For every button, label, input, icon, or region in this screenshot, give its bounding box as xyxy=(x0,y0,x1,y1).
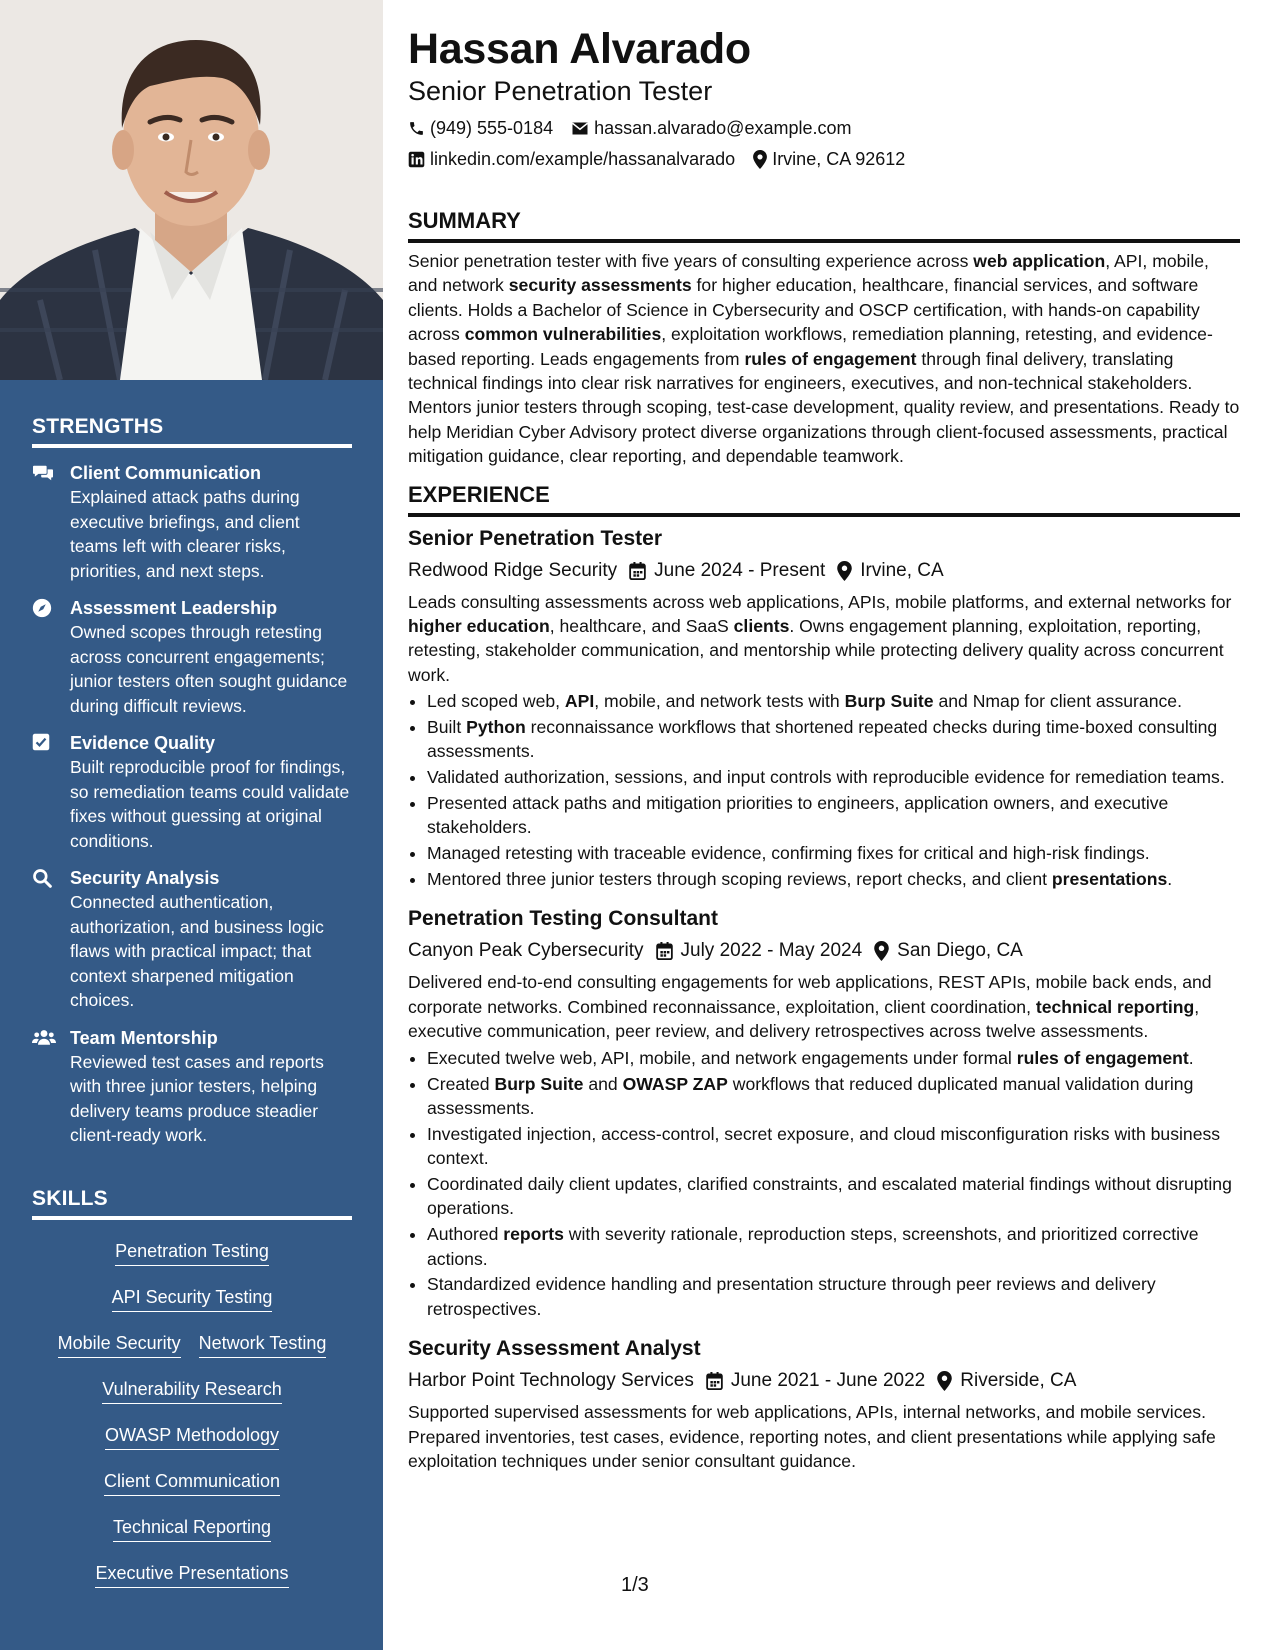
job-bullet: • Presented attack paths and mitigation priorities to engineers, application owners, and executive stakeholders. xyxy=(427,791,1240,840)
strength-item xyxy=(32,461,352,583)
skills-list xyxy=(32,1220,352,1588)
contact-row-2 xyxy=(408,147,1240,171)
skills-row xyxy=(32,1220,352,1266)
job-entry xyxy=(408,525,1240,892)
phone-icon xyxy=(408,120,425,137)
job-location xyxy=(837,558,943,584)
skills-row xyxy=(32,1312,352,1358)
email-contact[interactable] xyxy=(571,116,851,140)
skill-tag: Network Testing xyxy=(199,1331,327,1358)
skill-tag: Executive Presentations xyxy=(95,1561,288,1588)
summary-heading: SUMMARY xyxy=(408,207,1240,243)
skill-tag: Penetration Testing xyxy=(115,1239,269,1266)
candidate-name: Hassan Alvarado xyxy=(408,25,751,73)
job-location xyxy=(874,938,1023,964)
company-name: Redwood Ridge Security xyxy=(408,559,618,581)
strengths-section xyxy=(32,415,352,1148)
location-text: Irvine, CA 92612 xyxy=(772,149,906,169)
job-summary: Leads consulting assessments across web applications, APIs, mobile platforms, and external networks for higher education, healthcare, and SaaS clients. Owns engagement planning, exploitation, reporting, retesting, stakeholder communication, and mentorship while protecting delivery quality across concurrent work. xyxy=(408,591,1232,685)
strength-item xyxy=(32,866,352,1013)
job-summary: Supported supervised assessments for web applications, APIs, internal networks, and mobile services. Prepared inventories, test cases, evidence, reporting notes, and client presentations while applying safe exploitation techniques under senior consultant guidance. xyxy=(408,1402,1216,1471)
strength-title: Client Communication xyxy=(70,463,262,483)
emphasis-text: reports xyxy=(503,1224,564,1245)
job-title: Security Assessment Analyst xyxy=(408,1337,701,1361)
skills-row xyxy=(32,1542,352,1588)
contact-row-1 xyxy=(408,116,1240,140)
job-dates-text: June 2024 - Present xyxy=(654,559,826,581)
emphasis-text: clients xyxy=(733,616,790,637)
emphasis-text: higher education xyxy=(408,616,550,637)
main-content xyxy=(408,24,1240,1473)
emphasis-text: rules of engagement xyxy=(1016,1047,1189,1068)
job-dates-text: July 2022 - May 2024 xyxy=(680,940,863,962)
strength-title: Team Mentorship xyxy=(70,1027,218,1048)
location-contact xyxy=(753,147,905,171)
skill-tag: API Security Testing xyxy=(112,1285,273,1312)
emphasis-text: rules of engagement xyxy=(744,348,917,369)
emphasis-text: Python xyxy=(466,717,526,738)
skills-row xyxy=(32,1496,352,1542)
job-location-text: Irvine, CA xyxy=(860,559,944,581)
job-bullet: • Created Burp Suite and OWASP ZAP workflows that reduced duplicated manual validation during assessments. xyxy=(427,1072,1240,1121)
strength-item xyxy=(32,596,352,718)
job-bullet: • Validated authorization, sessions, and input controls with reproducible evidence for remediation teams. xyxy=(427,765,1240,789)
jobs-list xyxy=(408,525,1240,1474)
job-meta xyxy=(408,1368,1240,1394)
strength-description: Explained attack paths during executive briefings, and client teams left with clearer risks, priorities, and next steps. xyxy=(70,487,300,581)
skills-heading: SKILLS xyxy=(32,1187,352,1220)
skills-row xyxy=(32,1404,352,1450)
search-icon xyxy=(32,868,54,888)
emphasis-text: web application xyxy=(973,251,1106,271)
envelope-icon xyxy=(571,121,589,136)
sidebar xyxy=(0,0,383,1650)
comments-icon xyxy=(32,463,54,483)
job-meta xyxy=(408,558,1240,584)
job-entry xyxy=(408,905,1240,1321)
email-text[interactable]: hassan.alvarado@example.com xyxy=(594,118,852,138)
emphasis-text: security assessments xyxy=(508,275,692,296)
emphasis-text: technical reporting xyxy=(1035,996,1195,1017)
job-dates-text: June 2021 - June 2022 xyxy=(730,1370,926,1392)
job-dates xyxy=(629,558,825,584)
job-bullet: • Authored reports with severity rationale, reproduction steps, screenshots, and prioritized corrective actions. xyxy=(427,1222,1240,1271)
checkbox-icon xyxy=(32,733,54,753)
job-bullets xyxy=(408,1046,1240,1321)
strengths-heading: STRENGTHS xyxy=(32,415,352,448)
job-bullet: • Led scoped web, API, mobile, and network tests with Burp Suite and Nmap for client assurance. xyxy=(427,689,1240,713)
strength-title: Evidence Quality xyxy=(70,733,216,753)
skill-tag: OWASP Methodology xyxy=(105,1423,279,1450)
strength-title: Assessment Leadership xyxy=(70,598,278,618)
emphasis-text: Burp Suite xyxy=(844,691,934,712)
job-dates xyxy=(656,938,863,964)
compass-icon xyxy=(32,598,54,618)
company-name: Harbor Point Technology Services xyxy=(408,1370,694,1392)
skill-tag: Vulnerability Research xyxy=(102,1377,281,1404)
strength-description: Built reproducible proof for findings, so remediation teams could validate fixes without guessing at original conditions. xyxy=(70,757,350,851)
strength-description: Connected authentication, authorization, and business logic flaws with practical impact; that context sharpened mitigation choices. xyxy=(70,892,324,1010)
job-bullet: • Coordinated daily client updates, clarified constraints, and escalated material findings without disrupting operations. xyxy=(427,1172,1240,1221)
job-dates xyxy=(706,1368,925,1394)
phone-text: (949) 555-0184 xyxy=(430,118,554,138)
job-bullets xyxy=(408,689,1240,891)
emphasis-text: API xyxy=(564,691,595,712)
job-bullet: • Built Python reconnaissance workflows that shortened repeated checks during time-boxed consulting assessments. xyxy=(427,715,1240,764)
skills-row xyxy=(32,1358,352,1404)
map-pin-icon xyxy=(753,150,767,169)
strengths-list xyxy=(32,461,352,1148)
skill-tag: Mobile Security xyxy=(58,1331,181,1358)
profile-photo xyxy=(0,0,383,380)
calendar-icon xyxy=(706,1372,723,1390)
job-location xyxy=(937,1368,1076,1394)
emphasis-text: common vulnerabilities xyxy=(464,324,662,345)
map-pin-icon xyxy=(874,941,889,961)
job-bullet: • Managed retesting with traceable evidence, confirming fixes for critical and high-risk findings. xyxy=(427,841,1240,865)
calendar-icon xyxy=(656,942,673,960)
emphasis-text: OWASP ZAP xyxy=(622,1073,728,1094)
page-number: 1/3 xyxy=(621,1574,649,1596)
job-bullet: • Investigated injection, access-control, secret exposure, and cloud misconfiguration risks with business context. xyxy=(427,1122,1240,1171)
summary-section xyxy=(408,207,1240,469)
skills-row xyxy=(32,1450,352,1496)
phone-contact xyxy=(408,116,553,140)
job-bullet: • Mentored three junior testers through scoping reviews, report checks, and client presentations. xyxy=(427,867,1240,891)
portrait-image xyxy=(0,0,383,380)
skills-section xyxy=(32,1187,352,1588)
skills-row xyxy=(32,1266,352,1312)
job-title: Senior Penetration Tester xyxy=(408,526,663,550)
linkedin-text[interactable]: linkedin.com/example/hassanalvarado xyxy=(430,149,736,169)
experience-section xyxy=(408,481,1240,1474)
summary-text: Senior penetration tester with five years of consulting experience across web application, API, mobile, and network security assessments for higher education, healthcare, financial services, and software clients. Holds a Bachelor of Science in Cybersecurity and OSCP certification, with hands-on capability across common vulnerabilities, exploitation workflows, remediation planning, retesting, and evidence-based reporting. Leads engagements from rules of engagement through final delivery, translating technical findings into clear risk narratives for engineers, executives, and non-technical stakeholders. Mentors junior testers through scoping, test-case development, quality review, and presentations. Ready to help Meridian Cyber Advisory protect diverse organizations through client-focused assessments, practical mitigation guidance, clear reporting, and dependable teamwork. xyxy=(408,251,1240,467)
job-location-text: Riverside, CA xyxy=(960,1370,1077,1392)
emphasis-text: Burp Suite xyxy=(494,1073,584,1094)
strength-item xyxy=(32,731,352,853)
experience-heading: EXPERIENCE xyxy=(408,481,1240,517)
job-location-text: San Diego, CA xyxy=(897,940,1023,962)
strength-title: Security Analysis xyxy=(70,868,220,888)
users-icon xyxy=(32,1028,54,1048)
candidate-title: Senior Penetration Tester xyxy=(408,76,713,106)
job-bullet: • Executed twelve web, API, mobile, and network engagements under formal rules of engagement. xyxy=(427,1046,1240,1070)
job-summary: Delivered end-to-end consulting engagements for web applications, REST APIs, mobile back ends, and corporate networks. Combined reconnaissance, exploitation, client coordination, technical reporting, executive communication, peer review, and delivery retrospectives across twelve assessments. xyxy=(408,972,1212,1042)
strength-description: Reviewed test cases and reports with three junior testers, helping delivery teams produce steadier client-ready work. xyxy=(70,1051,324,1145)
skill-tag: Technical Reporting xyxy=(113,1515,271,1542)
job-entry xyxy=(408,1335,1240,1473)
map-pin-icon xyxy=(937,1371,952,1391)
emphasis-text: presentations xyxy=(1051,869,1168,890)
job-meta xyxy=(408,938,1240,964)
company-name: Canyon Peak Cybersecurity xyxy=(408,940,644,962)
linkedin-contact[interactable] xyxy=(408,147,735,171)
job-bullet: • Standardized evidence handling and presentation structure through peer reviews and delivery retrospectives. xyxy=(427,1272,1240,1321)
job-title: Penetration Testing Consultant xyxy=(408,907,718,931)
calendar-icon xyxy=(629,562,646,580)
linkedin-icon xyxy=(408,151,425,168)
skill-tag: Client Communication xyxy=(104,1469,280,1496)
map-pin-icon xyxy=(837,561,852,581)
strength-description: Owned scopes through retesting across concurrent engagements; junior testers often sought guidance during difficult reviews. xyxy=(70,622,348,716)
strength-item xyxy=(32,1026,352,1148)
